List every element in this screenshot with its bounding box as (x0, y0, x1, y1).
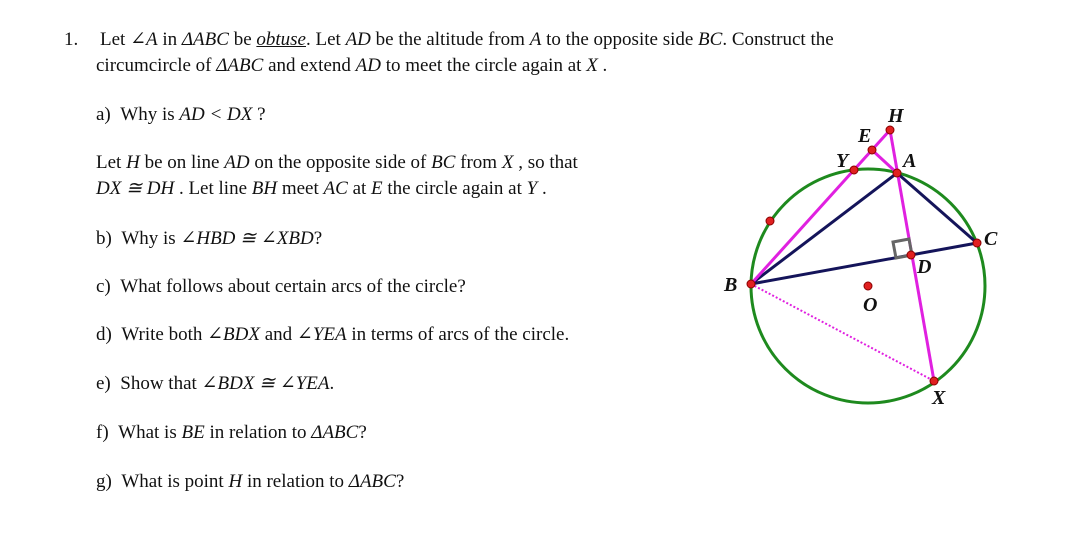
part-c: c) What follows about certain arcs of the circle? (96, 276, 466, 297)
point-e (868, 146, 876, 154)
point-c (973, 239, 981, 247)
label-a: A (903, 150, 917, 172)
point-y (850, 166, 858, 174)
point-o (864, 282, 872, 290)
problem-intro-line1: Let ∠A in ΔABC be obtuse. Let AD be the altitude from A to the opposite side BC. Construct the (100, 29, 834, 50)
point-d (907, 251, 915, 259)
geometry-figure (720, 98, 1010, 418)
obtuse-term: obtuse (256, 29, 306, 50)
part-f: f) What is BE in relation to ΔABC? (96, 422, 367, 443)
problem-intro-line2: circumcircle of ΔABC and extend AD to meet the circle again at X . (96, 55, 608, 76)
part-b: b) Why is ∠HBD ≅ ∠XBD? (96, 228, 323, 249)
part-g: g) What is point H in relation to ΔABC? (96, 471, 405, 492)
label-h: H (888, 105, 904, 127)
segment-ab (751, 173, 897, 284)
label-o: O (863, 294, 878, 316)
point-circle-left (766, 217, 774, 225)
part-a: a) Why is AD < DX ? (96, 104, 266, 125)
segment-bc (751, 243, 977, 284)
label-x: X (932, 387, 946, 409)
label-c: C (984, 228, 998, 250)
part-e: e) Show that ∠BDX ≅ ∠YEA. (96, 373, 335, 394)
point-x (930, 377, 938, 385)
label-y: Y (836, 150, 849, 172)
segment-bx-dotted (751, 284, 934, 381)
problem-number: 1. (64, 29, 79, 50)
point-h (886, 126, 894, 134)
setup-line2: DX ≅ DH . Let line BH meet AC at E the circle again at Y . (96, 178, 547, 199)
label-b: B (724, 274, 738, 296)
label-d: D (917, 256, 932, 278)
point-a (893, 169, 901, 177)
point-b (747, 280, 755, 288)
setup-line1: Let H be on line AD on the opposite side of BC from X , so that (96, 152, 578, 173)
label-e: E (858, 125, 872, 147)
part-d: d) Write both ∠BDX and ∠YEA in terms of arcs of the circle. (96, 324, 570, 345)
